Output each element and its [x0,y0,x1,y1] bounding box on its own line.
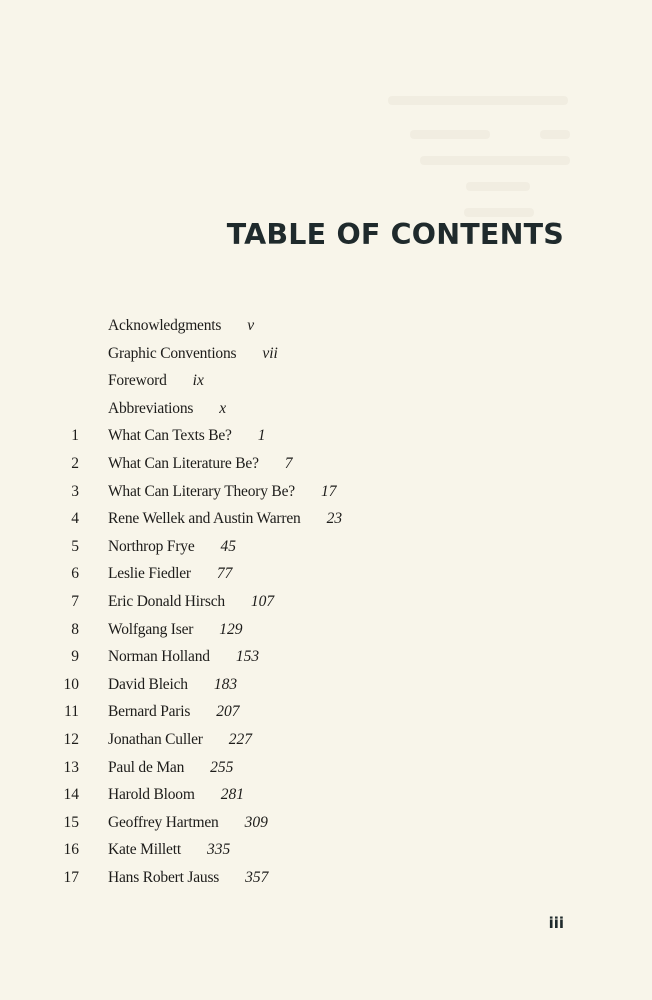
toc-entry [0,422,652,450]
toc-entry [0,698,652,726]
toc-entry-page: 153 [235,648,260,666]
toc-entry [0,781,652,809]
toc-entry-label: Abbreviations [108,399,194,417]
toc-entry-body [108,754,233,782]
toc-entry-label: Acknowledgments [108,317,222,334]
toc-entry-body [108,395,226,423]
toc-entry-body [108,836,230,864]
page-title: TABLE OF CONTENTS [226,218,564,251]
toc-entry-number: 6 [71,565,79,583]
toc-entry-body [108,643,259,671]
toc-entry-number: 5 [71,537,79,555]
toc-entry-page: 77 [216,565,233,583]
toc-entry-number: 16 [63,841,79,859]
toc-entry [0,836,652,864]
toc-entry-number: 10 [63,675,79,693]
toc-entry-number: 4 [71,510,79,528]
toc-entry-label: Harold Bloom [108,786,195,804]
toc-entry-label: Geoffrey Hartmen [108,813,219,831]
toc-entry-page: 45 [220,537,237,555]
toc-entry-label: Eric Donald Hirsch [108,592,225,610]
toc-entry-body [108,698,239,726]
toc-entry [0,395,652,423]
toc-entry-page: vii [262,344,278,362]
toc-entry-body [108,588,274,616]
toc-entry [0,478,652,506]
toc-entry-body [108,726,252,754]
toc-entry-label: Wolfgang Iser [108,620,194,638]
toc-entry-body [108,864,268,892]
toc-entry-body [108,560,232,588]
toc-entry-page: 207 [216,703,240,721]
toc-entry [0,864,652,892]
toc-entry-label: Norman Holland [108,648,210,666]
toc-entry-body [108,505,342,533]
toc-entry-page: 255 [210,758,234,776]
toc-entry [0,616,652,644]
toc-entry [0,671,652,699]
toc-entry [0,809,652,837]
toc-entry-page: 335 [206,841,231,859]
toc-entry-page: 129 [219,620,243,638]
toc-entry [0,754,652,782]
toc-entry-page: 23 [326,510,343,528]
toc-entry-page: 17 [320,482,337,500]
toc-entry-body [108,533,236,561]
toc-entry-page: 357 [245,868,269,886]
toc-entry [0,340,652,368]
toc-entry [0,560,652,588]
toc-entry-label: Northrop Frye [108,537,195,555]
toc-entry-number: 2 [71,454,79,472]
toc-entry-page: 183 [213,675,238,693]
toc-entry-number: 8 [71,620,79,638]
toc-entry-number: 13 [63,758,79,776]
toc-entry-label: Leslie Fiedler [108,565,191,583]
toc-entry-number: 9 [71,648,79,666]
toc-entry-body [108,478,336,506]
toc-entry [0,588,652,616]
toc-entry [0,450,652,478]
toc-entry-body [108,781,244,809]
toc-entry-page: 309 [244,813,268,831]
page-folio: iii [548,914,564,932]
toc-entry-page: 281 [220,786,244,804]
toc-entry-number: 15 [63,813,79,831]
toc-entry [0,726,652,754]
toc-entry-label: Graphic Conventions [108,344,237,362]
toc-entry-page: ix [192,372,204,390]
toc-entry-number: 17 [63,868,79,886]
toc-entry-page: x [219,399,227,417]
toc-entry-label: What Can Literature Be? [108,454,259,472]
toc-entry-page: 227 [228,730,252,748]
toc-entry-label: Foreword [108,372,167,390]
toc-entry-body [108,616,243,644]
toc-entry [0,505,652,533]
toc-entry-page: 107 [250,592,275,610]
toc-entry-number: 12 [63,730,79,748]
toc-entry-label: Bernard Paris [108,703,191,721]
toc-entry-body [108,450,293,478]
toc-entry-label: Hans Robert Jauss [108,868,220,886]
toc-entry-body [108,809,268,837]
toc-entry-body [108,367,204,395]
toc-entry [0,367,652,395]
toc-list [0,312,652,891]
toc-entry-page: v [247,317,255,334]
toc-entry-number: 14 [63,786,79,804]
toc-entry [0,643,652,671]
toc-entry-number: 7 [71,592,79,610]
toc-entry-number: 11 [64,703,79,721]
toc-entry-label: Kate Millett [108,841,181,859]
toc-entry-page: 7 [284,454,293,472]
toc-entry [0,312,652,340]
toc-entry-label: What Can Texts Be? [108,427,232,445]
toc-entry-page: 1 [257,427,266,445]
toc-entry-body [108,340,278,368]
toc-entry-label: Paul de Man [108,758,185,776]
toc-entry-label: David Bleich [108,675,188,693]
toc-entry-body [108,422,265,450]
toc-entry-body [108,312,254,340]
toc-entry-number: 3 [71,482,79,500]
toc-entry [0,533,652,561]
toc-entry-label: What Can Literary Theory Be? [108,482,295,500]
toc-entry-number: 1 [71,427,79,445]
toc-entry-label: Jonathan Culler [108,730,203,748]
toc-entry-label: Rene Wellek and Austin Warren [108,510,301,528]
toc-entry-body [108,671,237,699]
